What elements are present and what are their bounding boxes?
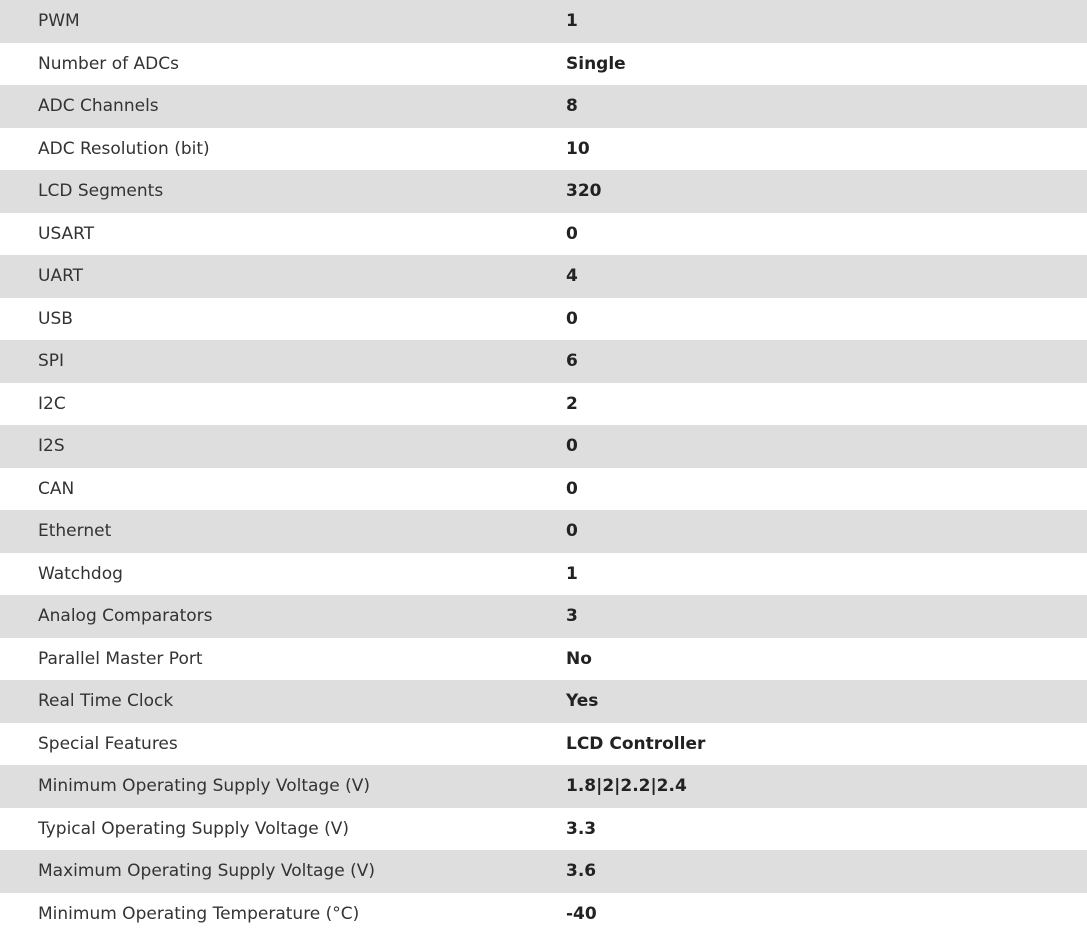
spec-row-analog-comparators (0, 595, 1087, 638)
spec-value: 0 (566, 478, 578, 499)
spec-row-spi (0, 340, 1087, 383)
spec-row-usb (0, 298, 1087, 341)
spec-row-adc-resolution (0, 128, 1087, 171)
spec-name: I2C (38, 393, 66, 414)
spec-name: LCD Segments (38, 181, 164, 202)
spec-name: Number of ADCs (38, 53, 179, 74)
spec-name: Analog Comparators (38, 606, 213, 627)
spec-value: 0 (566, 223, 578, 244)
spec-name: Real Time Clock (38, 691, 174, 712)
spec-name: Ethernet (38, 521, 112, 542)
spec-name: Minimum Operating Supply Voltage (V) (38, 776, 370, 797)
spec-value: 1 (566, 563, 578, 584)
spec-value: 1 (566, 11, 578, 32)
spec-row-real-time-clock (0, 680, 1087, 723)
spec-value: 3.6 (566, 861, 597, 882)
spec-value: 0 (566, 436, 578, 457)
spec-name: CAN (38, 478, 75, 499)
spec-row-can (0, 468, 1087, 511)
spec-value: LCD Controller (566, 733, 706, 754)
spec-row-typ-supply-voltage (0, 808, 1087, 851)
spec-row-number-of-adcs (0, 43, 1087, 86)
spec-value: 6 (566, 351, 578, 372)
spec-name: ADC Resolution (bit) (38, 138, 210, 159)
spec-name: Maximum Operating Supply Voltage (V) (38, 861, 375, 882)
spec-name: USB (38, 308, 73, 329)
spec-value: -40 (566, 903, 597, 924)
spec-name: Minimum Operating Temperature (°C) (38, 903, 360, 924)
spec-row-adc-channels (0, 85, 1087, 128)
spec-name: Parallel Master Port (38, 648, 203, 669)
spec-value: 10 (566, 138, 590, 159)
spec-value: Single (566, 53, 626, 74)
spec-value: 2 (566, 393, 578, 414)
spec-name: Watchdog (38, 563, 123, 584)
spec-value: 3 (566, 606, 578, 627)
spec-row-ethernet (0, 510, 1087, 553)
spec-value: 8 (566, 96, 578, 117)
spec-name: I2S (38, 436, 65, 457)
spec-name: Special Features (38, 733, 178, 754)
spec-row-parallel-master-port (0, 638, 1087, 681)
spec-value: 3.3 (566, 818, 597, 839)
spec-row-max-supply-voltage (0, 850, 1087, 893)
spec-value: 320 (566, 181, 602, 202)
spec-value: 4 (566, 266, 578, 287)
spec-row-usart (0, 213, 1087, 256)
spec-row-i2s (0, 425, 1087, 468)
spec-value: 0 (566, 308, 578, 329)
spec-row-min-supply-voltage (0, 765, 1087, 808)
spec-value: No (566, 648, 592, 669)
spec-row-pwm (0, 0, 1087, 43)
spec-name: USART (38, 223, 95, 244)
spec-value: Yes (566, 691, 599, 712)
spec-name: SPI (38, 351, 65, 372)
spec-row-watchdog (0, 553, 1087, 596)
spec-value: 1.8|2|2.2|2.4 (566, 776, 687, 797)
spec-name: ADC Channels (38, 96, 159, 117)
spec-row-lcd-segments (0, 170, 1087, 213)
spec-name: PWM (38, 11, 80, 32)
spec-value: 0 (566, 521, 578, 542)
spec-name: Typical Operating Supply Voltage (V) (38, 818, 349, 839)
spec-row-i2c (0, 383, 1087, 426)
spec-row-uart (0, 255, 1087, 298)
spec-row-min-operating-temperature (0, 893, 1087, 930)
spec-row-special-features (0, 723, 1087, 766)
spec-name: UART (38, 266, 84, 287)
